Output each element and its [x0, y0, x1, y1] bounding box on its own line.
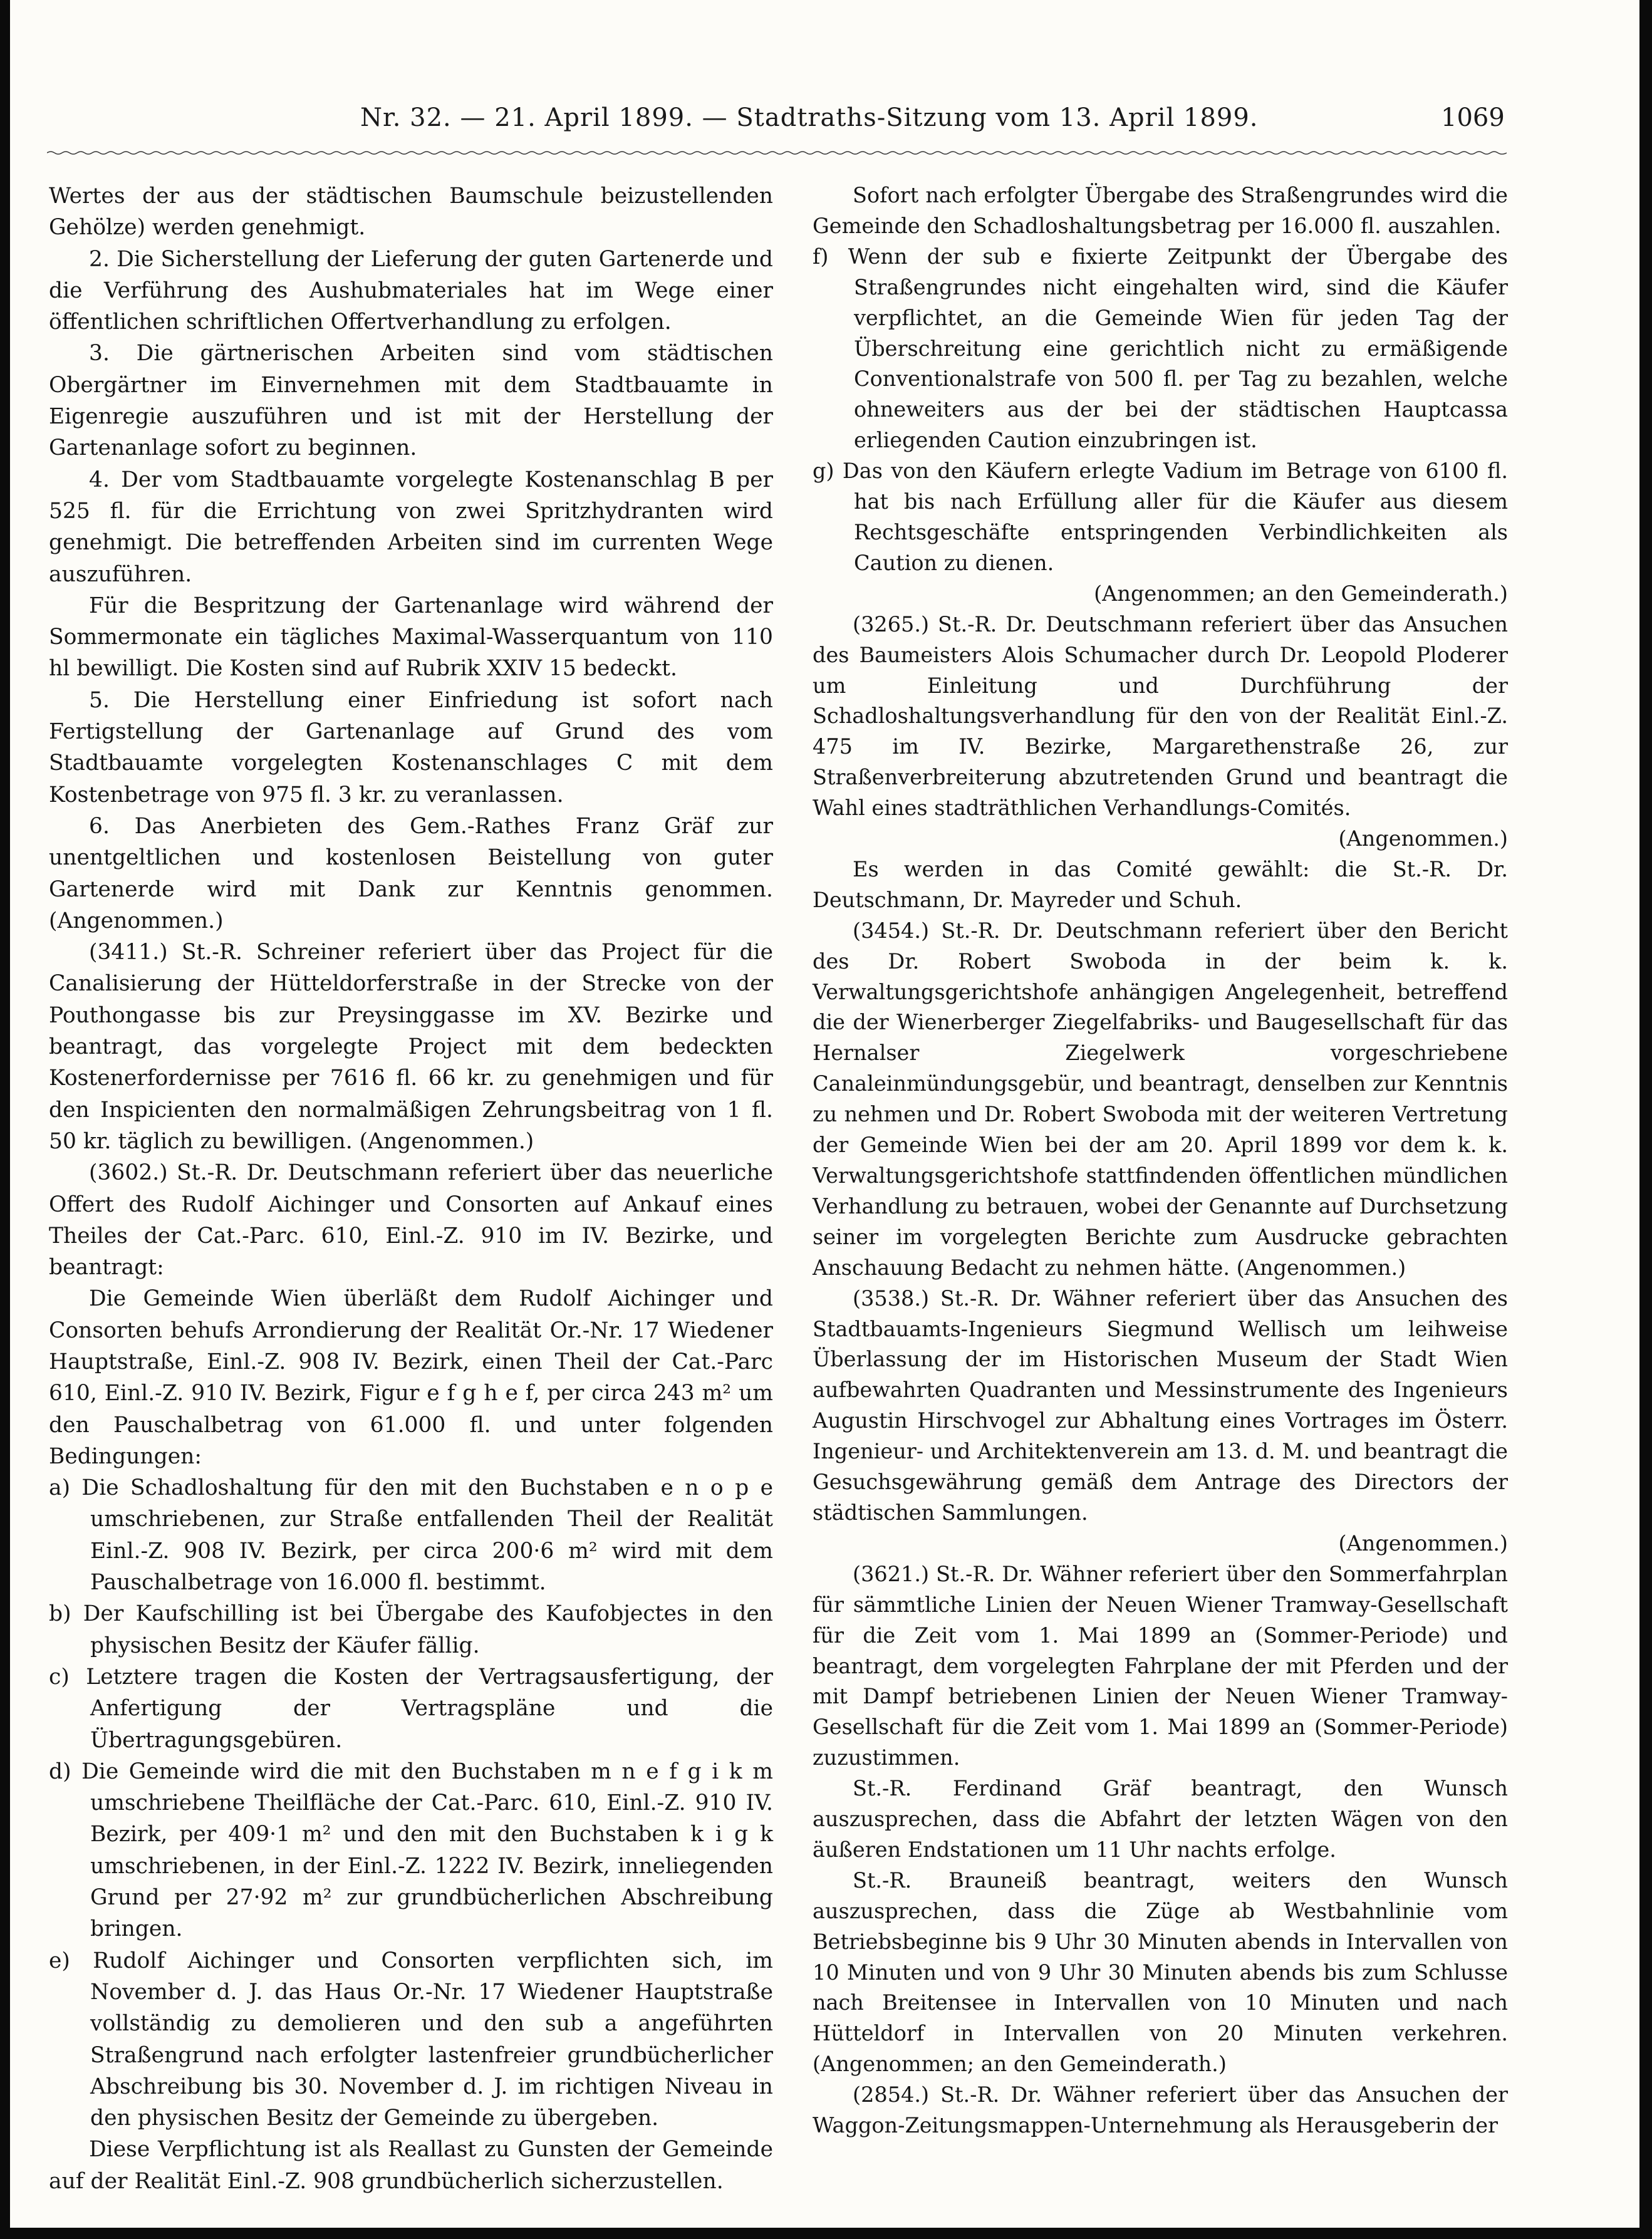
left-paragraph-para: 3. Die gärtnerischen Arbeiten sind vom städtischen Obergärtner im Einvernehmen mit dem Stadtbauamte in Eigenregie auszuführen und ist mit der Herstellung der Gartenanlage sofort zu beginnen. — [49, 341, 773, 461]
left-paragraph-item: b) Der Kaufschilling ist bei Übergabe des Kaufobjectes in den physischen Besitz der Käufer fällig. — [49, 1601, 773, 1658]
right-paragraph-right: (Angenommen; an den Gemeinderath.) — [1094, 581, 1508, 606]
left-paragraph-item: e) Rudolf Aichinger und Consorten verpflichten sich, im November d. J. das Haus Or.-Nr. 17 Wiedener Hauptstraße vollständig zu demolieren und den sub a angeführten Straßengrund nach erfolgter lastenfreier grundbücherlicher Abschreibung bis 30. November d. J. im richtigen Niveau in den physischen Besitz der Gemeinde zu übergeben. — [49, 1948, 773, 2131]
left-paragraph-item: d) Die Gemeinde wird die mit den Buchstaben m n e f g i k m umschriebene Theilfläche der Cat.-Parc. 610, Einl.-Z. 910 IV. Bezirk, per 409·1 m² und den mit den Buchstaben k i g k umschriebenen, in der Einl.-Z. 1222 IV. Bezirk, inneliegenden Grund per 27·92 m² zur grundbücherlichen Abschreibung bringen. — [49, 1758, 773, 1942]
page-header — [0, 103, 1652, 147]
scan-border-bottom — [0, 2228, 1652, 2239]
right-paragraph-para: Sofort nach erfolgter Übergabe des Straßengrundes wird die Gemeinde den Schadloshaltungsbetrag per 16.000 fl. auszahlen. — [813, 183, 1508, 238]
right-paragraph-para: (3265.) St.-R. Dr. Deutschmann referiert über das Ansuchen des Baumeisters Alois Schumacher durch Dr. Leopold Ploderer um Einleitung und Durchführung der Schadloshaltungsverhandlung für den von der Realität Einl.-Z. 475 im IV. Bezirke, Margarethenstraße 26, zur Straßenverbreiterung abzutretenden Grund und beantragt die Wahl eines stadträthlichen Verhandlungs-Comités. — [813, 611, 1508, 821]
left-paragraph-para: Die Gemeinde Wien überläßt dem Rudolf Aichinger und Consorten behufs Arrondierung der Realität Or.-Nr. 17 Wiedener Hauptstraße, Einl.-Z. 908 IV. Bezirk, einen Theil der Cat.-Parc 610, Einl.-Z. 910 IV. Bezirk, Figur e f g h e f, per circa 243 m² um den Pauschalbetrag von 61.000 fl. und unter folgenden Bedingungen: — [49, 1286, 773, 1469]
left-paragraph-item: c) Letztere tragen die Kosten der Vertragsausfertigung, der Anfertigung der Vertragspläne und die Übertragungsgebüren. — [49, 1664, 773, 1753]
scan-border-left — [0, 0, 10, 2239]
right-paragraph-right: (Angenommen.) — [1338, 826, 1508, 851]
right-paragraph-para: Es werden in das Comité gewählt: die St.-R. Dr. Deutschmann, Dr. Mayreder und Schuh. — [813, 856, 1508, 912]
scan-border-right — [1639, 0, 1652, 2239]
left-column — [49, 180, 773, 2197]
left-paragraph-para: 2. Die Sicherstellung der Lieferung der guten Gartenerde und die Verführung des Aushubmateriales hat im Wege einer öffentlichen schriftlichen Offertverhandlung zu erfolgen. — [49, 246, 773, 335]
right-paragraph-para: St.-R. Ferdinand Gräf beantragt, den Wunsch auszusprechen, dass die Abfahrt der letzten Wägen von den äußeren Endstationen um 11 Uhr nachts erfolge. — [813, 1776, 1508, 1862]
issue-title: Nr. 32. — 21. April 1899. — Stadtraths-Sitzung vom 13. April 1899. — [360, 103, 1259, 132]
page-number: 1069 — [1441, 103, 1505, 132]
right-paragraph-para: (3454.) St.-R. Dr. Deutschmann referiert über den Bericht des Dr. Robert Swoboda in der beim k. k. Verwaltungsgerichtshofe anhängigen Angelegenheit, betreffend die der Wienerberger Ziegelfabriks- und Baugesellschaft für das Hernalser Ziegelwerk vorgeschriebene Canaleinmündungsgebür, und beantragt, denselben zur Kenntnis zu nehmen und Dr. Robert Swoboda mit der weiteren Vertretung der Gemeinde Wien bei der am 20. April 1899 vor dem k. k. Verwaltungsgerichtshofe stattfindenden öffentlichen mündlichen Verhandlung zu betrauen, wobei der Genannte auf Durchsetzung seiner im vorgelegten Berichte zum Ausdrucke gebrachten Anschauung Bedacht zu nehmen hätte. (Angenommen.) — [813, 918, 1508, 1280]
right-paragraph-item: g) Das von den Käufern erlegte Vadium im Betrage von 6100 fl. hat bis nach Erfüllung aller für die Käufer aus diesem Rechtsgeschäfte entspringenden Verbindlichkeiten als Caution zu dienen. — [813, 459, 1508, 575]
left-paragraph-para: 6. Das Anerbieten des Gem.-Rathes Franz Gräf zur unentgeltlichen und kostenlosen Beistellung von guter Gartenerde wird mit Dank zur Kenntnis genommen. (Angenommen.) — [49, 813, 773, 933]
left-paragraph-para: (3411.) St.-R. Schreiner referiert über das Project für die Canalisierung der Hütteldorferstraße in der Strecke von der Pouthongasse bis zur Preysinggasse im XV. Bezirke und beantragt, das vorgelegte Project mit dem bedeckten Kostenerfordernisse per 7616 fl. 66 kr. zu genehmigen und für den Inspicienten den normalmäßigen Zehrungsbeitrag von 1 fl. 50 kr. täglich zu bewilligen. (Angenommen.) — [49, 940, 773, 1154]
left-paragraph-para: 4. Der vom Stadtbauamte vorgelegte Kostenanschlag B per 525 fl. für die Errichtung von zwei Spritzhydranten wird genehmigt. Die betreffenden Arbeiten sind im currenten Wege auszuführen. — [49, 467, 773, 587]
left-paragraph-item: a) Die Schadloshaltung für den mit den Buchstaben e n o p e umschriebenen, zur Straße entfallenden Theil der Realität Einl.-Z. 908 IV. Bezirk, per circa 200·6 m² wird mit dem Pauschalbetrage von 16.000 fl. bestimmt. — [49, 1475, 773, 1596]
right-paragraph-right: (Angenommen.) — [1338, 1530, 1508, 1556]
left-paragraph-cont: Wertes der aus der städtischen Baumschule beizustellenden Gehölze) werden genehmigt. — [49, 184, 773, 241]
left-paragraph-para: 5. Die Herstellung einer Einfriedung ist sofort nach Fertigstellung der Gartenanlage auf Grund des vom Stadtbauamte vorgelegten Kostenanschlages C mit dem Kostenbetrage von 975 fl. 3 kr. zu veranlassen. — [49, 687, 773, 808]
left-paragraph-para: Diese Verpflichtung ist als Reallast zu Gunsten der Gemeinde auf der Realität Einl.-Z. 908 grundbücherlich sicherzustellen. — [49, 2137, 773, 2194]
right-paragraph-para: St.-R. Brauneiß beantragt, weiters den Wunsch auszusprechen, dass die Züge ab Westbahnlinie vom Betriebsbeginne bis 9 Uhr 30 Minuten abends in Intervallen von 10 Minuten und von 9 Uhr 30 Minuten abends bis zum Schlusse nach Breitensee in Intervallen von 10 Minuten und nach Hütteldorf in Intervallen von 20 Minuten verkehren. (Angenommen; an den Gemeinderath.) — [813, 1868, 1508, 2077]
left-paragraph-para: Für die Bespritzung der Gartenanlage wird während der Sommermonate ein tägliches Maximal-Wasserquantum von 110 hl bewilligt. Die Kosten sind auf Rubrik XXIV 15 bedeckt. — [49, 593, 773, 682]
wavy-header-rule — [47, 150, 1507, 155]
right-paragraph-para: (3621.) St.-R. Dr. Wähner referiert über den Sommerfahrplan für sämmtliche Linien der Neuen Wiener Tramway-Gesellschaft für die Zeit vom 1. Mai 1899 an (Sommer-Periode) und beantragt, dem vorgelegten Fahrplane der mit Pferden und der mit Dampf betriebenen Linien der Neuen Wiener Tramway-Gesellschaft für die Zeit vom 1. Mai 1899 an (Sommer-Periode) zuzustimmen. — [813, 1561, 1508, 1770]
right-paragraph-para: (2854.) St.-R. Dr. Wähner referiert über das Ansuchen der Waggon-Zeitungsmappen-Unternehmung als Herausgeberin der — [813, 2082, 1508, 2138]
left-paragraph-para: (3602.) St.-R. Dr. Deutschmann referiert über das neuerliche Offert des Rudolf Aichinger und Consorten auf Ankauf eines Theiles der Cat.-Parc. 610, Einl.-Z. 910 im IV. Bezirke, und beantragt: — [49, 1160, 773, 1281]
right-column — [813, 180, 1508, 2141]
right-paragraph-item: f) Wenn der sub e fixierte Zeitpunkt der Übergabe des Straßengrundes nicht eingehalten wird, sind die Käufer verpflichtet, an die Gemeinde Wien für jeden Tag der Überschreitung eine gerichtlich nicht zu ermäßigende Conventionalstrafe von 500 fl. per Tag zu bezahlen, welche ohneweiters aus der bei der städtischen Hauptcassa erliegenden Caution einzubringen ist. — [813, 244, 1508, 453]
right-paragraph-para: (3538.) St.-R. Dr. Wähner referiert über das Ansuchen des Stadtbauamts-Ingenieurs Siegmund Wellisch um leihweise Überlassung der im Historischen Museum der Stadt Wien aufbewahrten Quadranten und Messinstrumente des Ingenieurs Augustin Hirschvogel zur Abhaltung eines Vortrages im Österr. Ingenieur- und Architektenverein am 13. d. M. und beantragt die Gesuchsgewährung gemäß dem Antrage des Directors der städtischen Sammlungen. — [813, 1286, 1508, 1525]
